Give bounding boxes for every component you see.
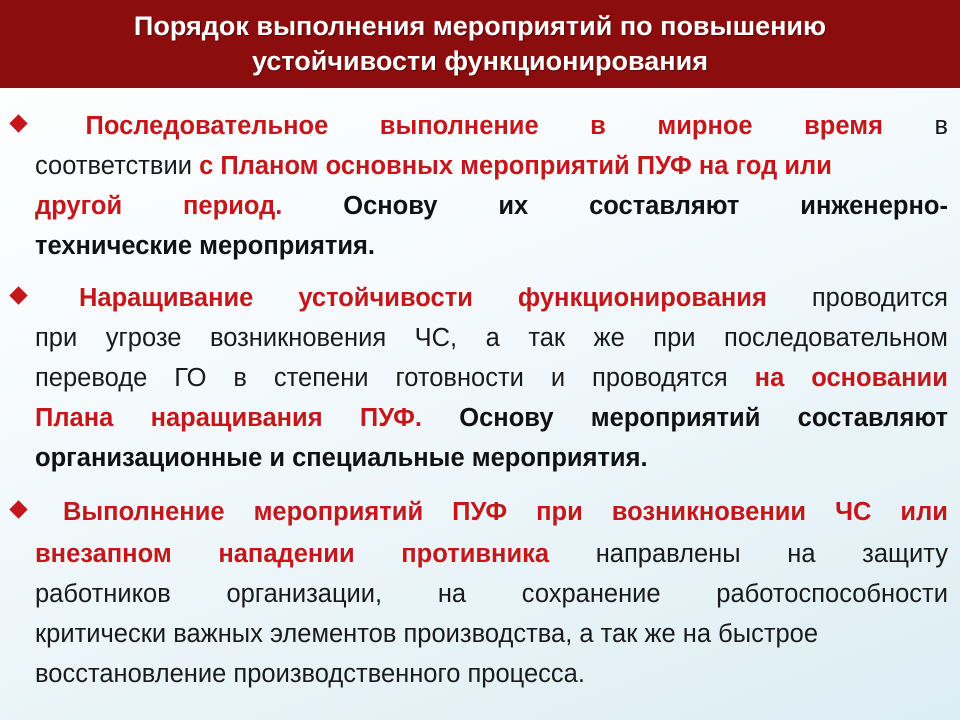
word: инженерно-: [800, 192, 948, 220]
title-line-1: Порядок выполнения мероприятий по повышению: [133, 11, 827, 41]
word: на: [754, 364, 785, 392]
word: основании: [811, 364, 948, 392]
word: на: [437, 580, 467, 608]
word: переводе: [35, 364, 148, 392]
word: мероприятий: [253, 498, 424, 526]
paragraph-2-line-3: [35, 358, 948, 398]
word: организации,: [226, 580, 383, 608]
word: Выполнение: [62, 498, 225, 526]
word: мероприятий: [590, 404, 761, 432]
word: противника: [401, 540, 550, 568]
word: в: [934, 112, 948, 140]
word: направлены: [595, 540, 741, 568]
word: же: [593, 324, 625, 352]
word: и: [550, 364, 566, 392]
paragraph-1-line-4: [35, 226, 948, 266]
text: восстановление производственного процесса.: [35, 660, 585, 688]
word: возникновении: [611, 498, 807, 526]
bullet-diamond-icon: [7, 106, 34, 146]
paragraph-2-line-5: [35, 438, 948, 478]
word: мирное: [657, 112, 753, 140]
word: выполнение: [379, 112, 539, 140]
word: при: [35, 324, 78, 352]
word: составляют: [589, 192, 740, 220]
word: ГО: [174, 364, 207, 392]
paragraph-2-line-1: [7, 278, 948, 318]
text: организационные и специальные мероприятия.: [35, 444, 648, 472]
word: сохранение: [521, 580, 661, 608]
word: проводятся: [592, 364, 728, 392]
text: соответствии: [35, 152, 200, 180]
text: критически важных элементов производства, а так же на быстрое: [35, 620, 819, 648]
paragraph-3-line-5: [35, 654, 948, 694]
word: устойчивости: [298, 284, 473, 312]
word: последовательном: [724, 324, 948, 352]
paragraph-3-line-2: [35, 534, 948, 574]
word: в: [233, 364, 247, 392]
word: работников: [35, 580, 171, 608]
word: ЧС,: [414, 324, 458, 352]
word: работоспособности: [716, 580, 948, 608]
text: технические мероприятия.: [35, 232, 375, 260]
word: возникновения: [209, 324, 387, 352]
paragraph-3-line-1: [7, 492, 948, 532]
word: ЧС: [835, 498, 872, 526]
word: функционирования: [517, 284, 767, 312]
bullet-diamond-icon: [7, 278, 34, 318]
word: угрозе: [105, 324, 182, 352]
word: составляют: [797, 404, 948, 432]
paragraph-1-line-3: [35, 186, 948, 226]
word: при: [653, 324, 696, 352]
word: наращивания: [150, 404, 323, 432]
paragraph-2-line-2: [35, 318, 948, 358]
bullet-diamond-icon: [7, 492, 34, 532]
word: нападении: [218, 540, 355, 568]
word: защиту: [862, 540, 948, 568]
word: внезапном: [35, 540, 172, 568]
word: проводится: [811, 284, 948, 312]
word: а: [485, 324, 500, 352]
word: так: [528, 324, 566, 352]
word: Наращивание: [79, 284, 254, 312]
word: период.: [183, 192, 283, 220]
word: готовности: [395, 364, 524, 392]
paragraph-1-line-2: [35, 146, 948, 186]
word: Плана: [35, 404, 114, 432]
word: время: [804, 112, 883, 140]
paragraph-2-line-4: [35, 398, 948, 438]
word: Последовательное: [85, 112, 329, 140]
title-line-2: устойчивости функционирования: [252, 46, 708, 76]
word: при: [536, 498, 583, 526]
word: Основу: [459, 404, 554, 432]
word: их: [498, 192, 529, 220]
word: степени: [273, 364, 369, 392]
word: Основу: [343, 192, 438, 220]
word: ПУФ.: [359, 404, 422, 432]
word: на: [787, 540, 816, 568]
word: ПУФ: [452, 498, 508, 526]
highlight-text: с Планом основных мероприятий ПУФ на год или: [199, 152, 832, 180]
paragraph-3-line-4: [35, 614, 948, 654]
paragraph-1-line-1: [7, 106, 948, 146]
word: или: [900, 498, 948, 526]
word: другой: [35, 192, 123, 220]
paragraph-3-line-3: [35, 574, 948, 614]
word: в: [590, 112, 606, 140]
